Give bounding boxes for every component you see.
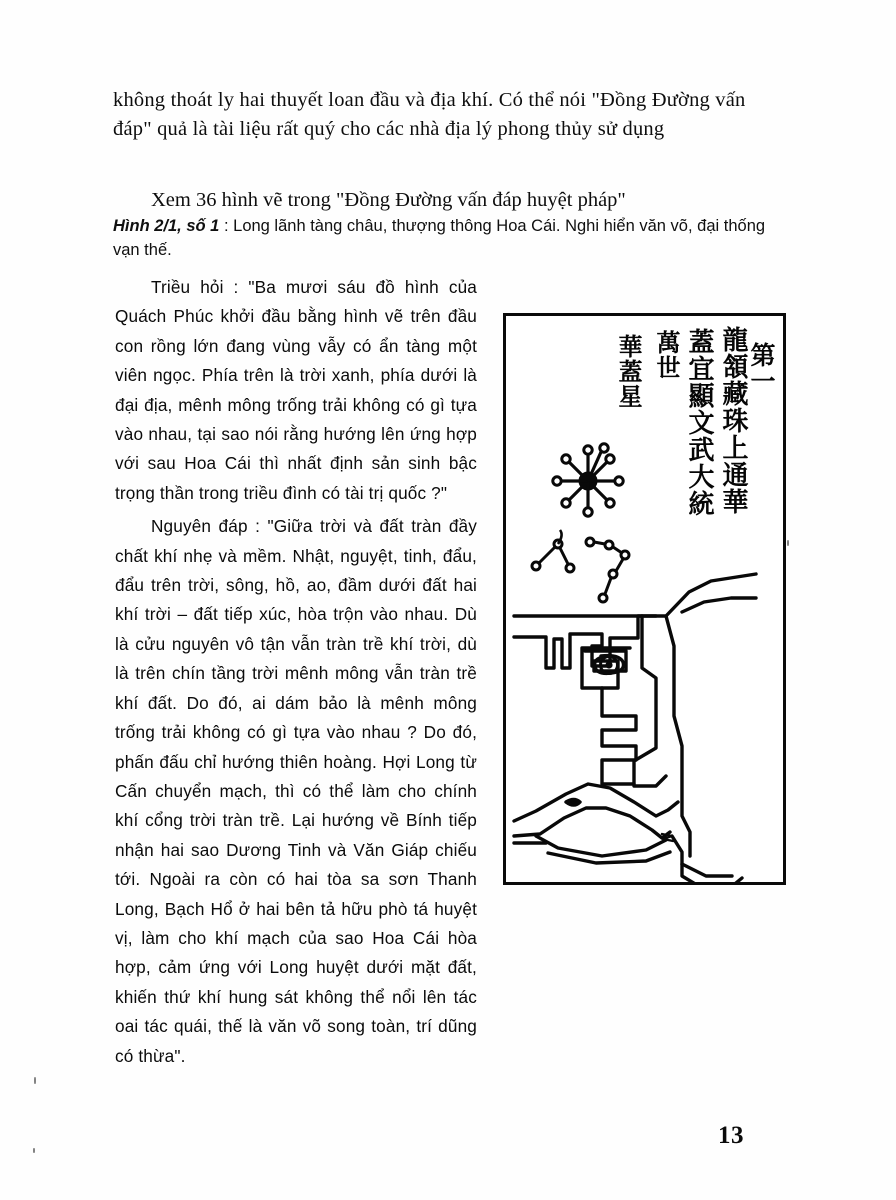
figure-reference: Hình 2/1, số 1	[113, 217, 220, 235]
hoa-cai-star	[553, 444, 623, 516]
body-paragraph-trieu-hoi: Triều hỏi : "Ba mươi sáu đồ hình của Quách Phúc khởi đầu bằng hình vẽ trên đầu con rồng lớn đang vùng vẫy có ẩn tàng một viên ngọc. Phía trên là trời xanh, phía dưới là đại địa, mênh mông trống trải không có gì tựa vào nhau, tại sao nói rằng hướng lên ứng hợp với sau Hoa Cái thì nhất định sản sinh bậc trọng thần trong triều đình có tài trị quốc ?"	[115, 277, 477, 503]
constellation-small-right	[586, 538, 629, 602]
constellation-small-left	[532, 530, 574, 572]
caption-text: Long lãnh tàng châu, thượng thông Hoa Cái. Nghi hiển văn võ, đại thống vạn thế.	[113, 217, 766, 259]
intro-paragraph: không thoát ly hai thuyết loan đầu và địa khí. Có thể nói "Đồng Đường vấn đáp" quả là tài liệu rất quý cho các nhà địa lý phong thủy sử dụng	[113, 89, 746, 140]
scan-speck	[33, 1148, 35, 1153]
caption-separator: :	[219, 217, 234, 235]
body-paragraph-nguyen-dap: Nguyên đáp : "Giữa trời và đất tràn đầy chất khí nhẹ và mềm. Nhật, nguyệt, tinh, đẩu, đẩu trên trời, sông, hồ, ao, đầm dưới đất hai khí trời – đất tiếp xúc, hòa trộn vào nhau. Dù là cửu nguyên vô tận vẫn tràn trề khí trời, dù là trên chín tầng trời mênh mông vẫn tràn trề khí đất. Do đó, ai dám bảo là mênh mông trống trải không có gì tựa vào nhau ? Do đó, phấn đấu chỉ hướng thiên hoàng. Hợi Long từ Cấn chuyển mạch, thì có thể làm cho chính khí cổng trời tràn trề. Lại hướng về Bính tiếp nhận hai sao Dương Tinh và Văn Giáp chiếu tới. Ngoài ra còn có hai tòa sa sơn Thanh Long, Bạch Hổ ở hai bên tả hữu phò tá huyệt vị, làm cho khí mạch của sao Hoa Cái hòa hợp, cảm ứng với Long huyệt dưới mặt đất, khiến thứ khí hung sát không thể nổi lên tác oai tác quái, thế là văn võ song toàn, trí dũng có thừa".	[115, 516, 477, 1066]
chinese-column-4: 萬世	[652, 330, 680, 380]
page-number: 13	[718, 1122, 744, 1149]
scan-speck	[787, 540, 789, 546]
chinese-column-3: 蓋宜顯文武大統	[684, 328, 714, 517]
figure-content	[506, 316, 783, 882]
scan-speck	[34, 1077, 36, 1084]
chinese-column-5: 華蓋星	[614, 334, 642, 409]
chinese-column-1: 第一	[747, 342, 776, 394]
figure-artwork	[506, 316, 783, 882]
terrain-contour-map	[514, 574, 774, 882]
chinese-column-2: 龍頷藏珠上通華	[718, 326, 748, 515]
xem-36-hinh-line: Xem 36 hình vẽ trong "Đồng Đường vấn đáp huyệt pháp"	[151, 189, 626, 211]
figure-illustration-frame	[503, 313, 786, 885]
figure-caption	[113, 214, 787, 262]
body-text-column	[115, 273, 477, 1071]
